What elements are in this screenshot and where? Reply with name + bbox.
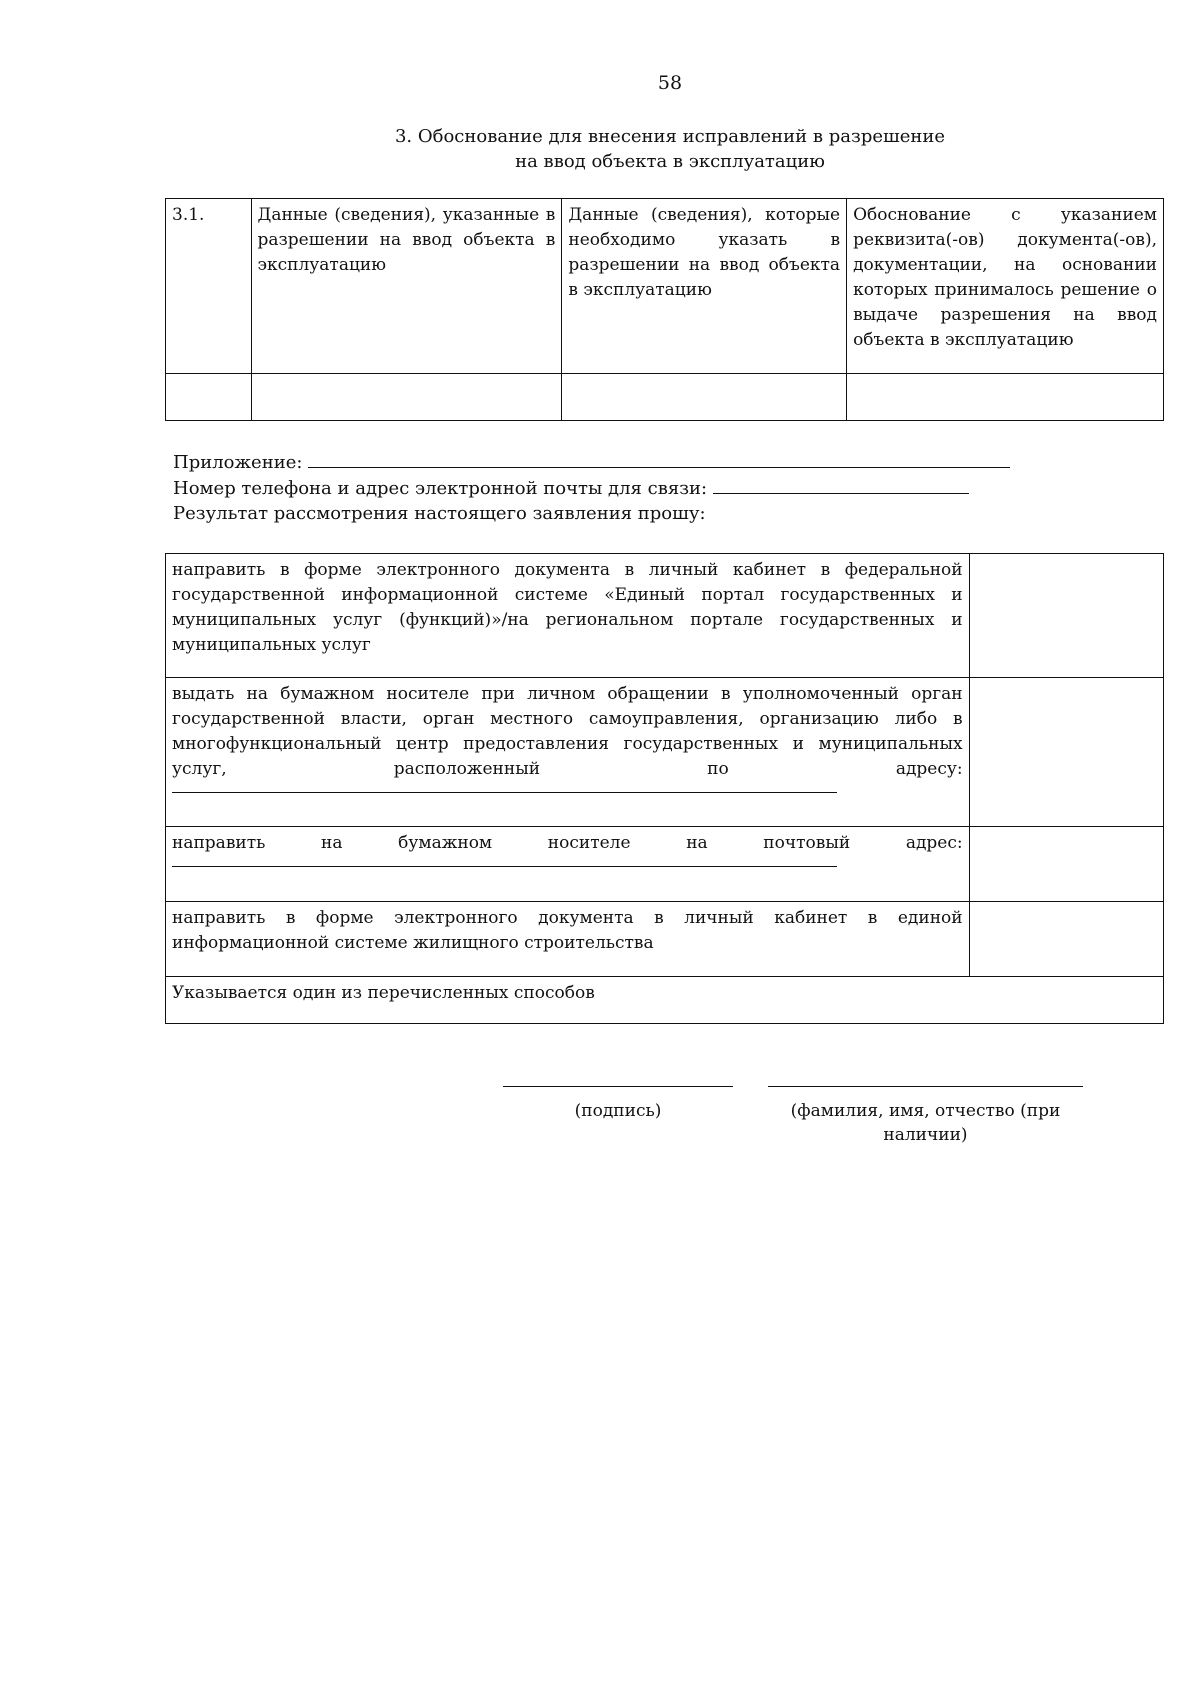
corrections-table [165,198,1164,421]
contact-field[interactable] [713,475,969,494]
full-name-label-line1: (фамилия, имя, отчество (при [790,1101,1061,1121]
option-paper-in-person-text: выдать на бумажном носителе при личном обращении в уполномоченный орган государственной власти, орган местного самоуправления, организацию либо в многофункциональный центр предоставления государственных и муниципальных услуг, расположенный по адресу: [172,684,963,779]
option-eisgs-text: направить в форме электронного документа в личный кабинет в единой информационной системе жилищного строительства [166,902,970,977]
option-epgu-checkbox[interactable] [969,554,1163,678]
attachment-label: Приложение: [173,452,303,473]
required-data-header: Данные (сведения), которые необходимо указать в разрешении на ввод объекта в эксплуатацию [562,199,847,374]
attachment-field[interactable] [308,449,1010,468]
full-name-label [768,1099,1083,1147]
option-paper-in-person-cell [166,678,970,827]
option-postal-cell [166,827,970,902]
corrections-table-entry-row [166,374,1164,421]
section-title-line2: на ввод объекта в эксплуатацию [515,151,825,172]
current-data-header: Данные (сведения), указанные в разрешении на ввод объекта в эксплуатацию [251,199,562,374]
option-postal-text: направить на бумажном носителе на почтовый адрес: [172,833,963,853]
entry-required-data-cell[interactable] [562,374,847,421]
section-title [380,124,960,174]
entry-justification-cell[interactable] [847,374,1164,421]
delivery-options-table [165,553,1164,1024]
option-row-eisgs [166,902,1164,977]
office-address-field[interactable] [172,786,837,793]
option-eisgs-checkbox[interactable] [969,902,1163,977]
corrections-table-header-row [166,199,1164,374]
options-note-row [166,977,1164,1024]
option-postal-checkbox[interactable] [969,827,1163,902]
row-number-cell: 3.1. [166,199,252,374]
justification-header: Обоснование с указанием реквизита(-ов) документа(-ов), документации, на основании которых принималось решение о выдаче разрешения на ввод объекта в эксплуатацию [847,199,1164,374]
contact-line [173,475,969,501]
options-note: Указывается один из перечисленных способов [166,977,1164,1024]
signature-line[interactable] [503,1086,733,1087]
option-paper-in-person-checkbox[interactable] [969,678,1163,827]
postal-address-field[interactable] [172,860,837,867]
option-epgu-text: направить в форме электронного документа в личный кабинет в федеральной государственной информационной системе «Единый портал государственных и муниципальных услуг (функций)»/на региональном портале государственных и муниципальных услуг [166,554,970,678]
entry-current-data-cell[interactable] [251,374,562,421]
option-row-epgu [166,554,1164,678]
full-name-label-line2: наличии) [883,1125,968,1145]
contact-label: Номер телефона и адрес электронной почты для связи: [173,478,708,499]
attachment-line [173,449,1010,475]
page-number: 58 [657,72,683,94]
entry-number-cell[interactable] [166,374,252,421]
result-label: Результат рассмотрения настоящего заявления прошу: [173,503,706,524]
section-title-line1: 3. Обоснование для внесения исправлений в разрешение [394,126,946,147]
option-row-paper-in-person [166,678,1164,827]
option-row-postal [166,827,1164,902]
signature-label: (подпись) [574,1101,662,1121]
full-name-line[interactable] [768,1086,1083,1087]
